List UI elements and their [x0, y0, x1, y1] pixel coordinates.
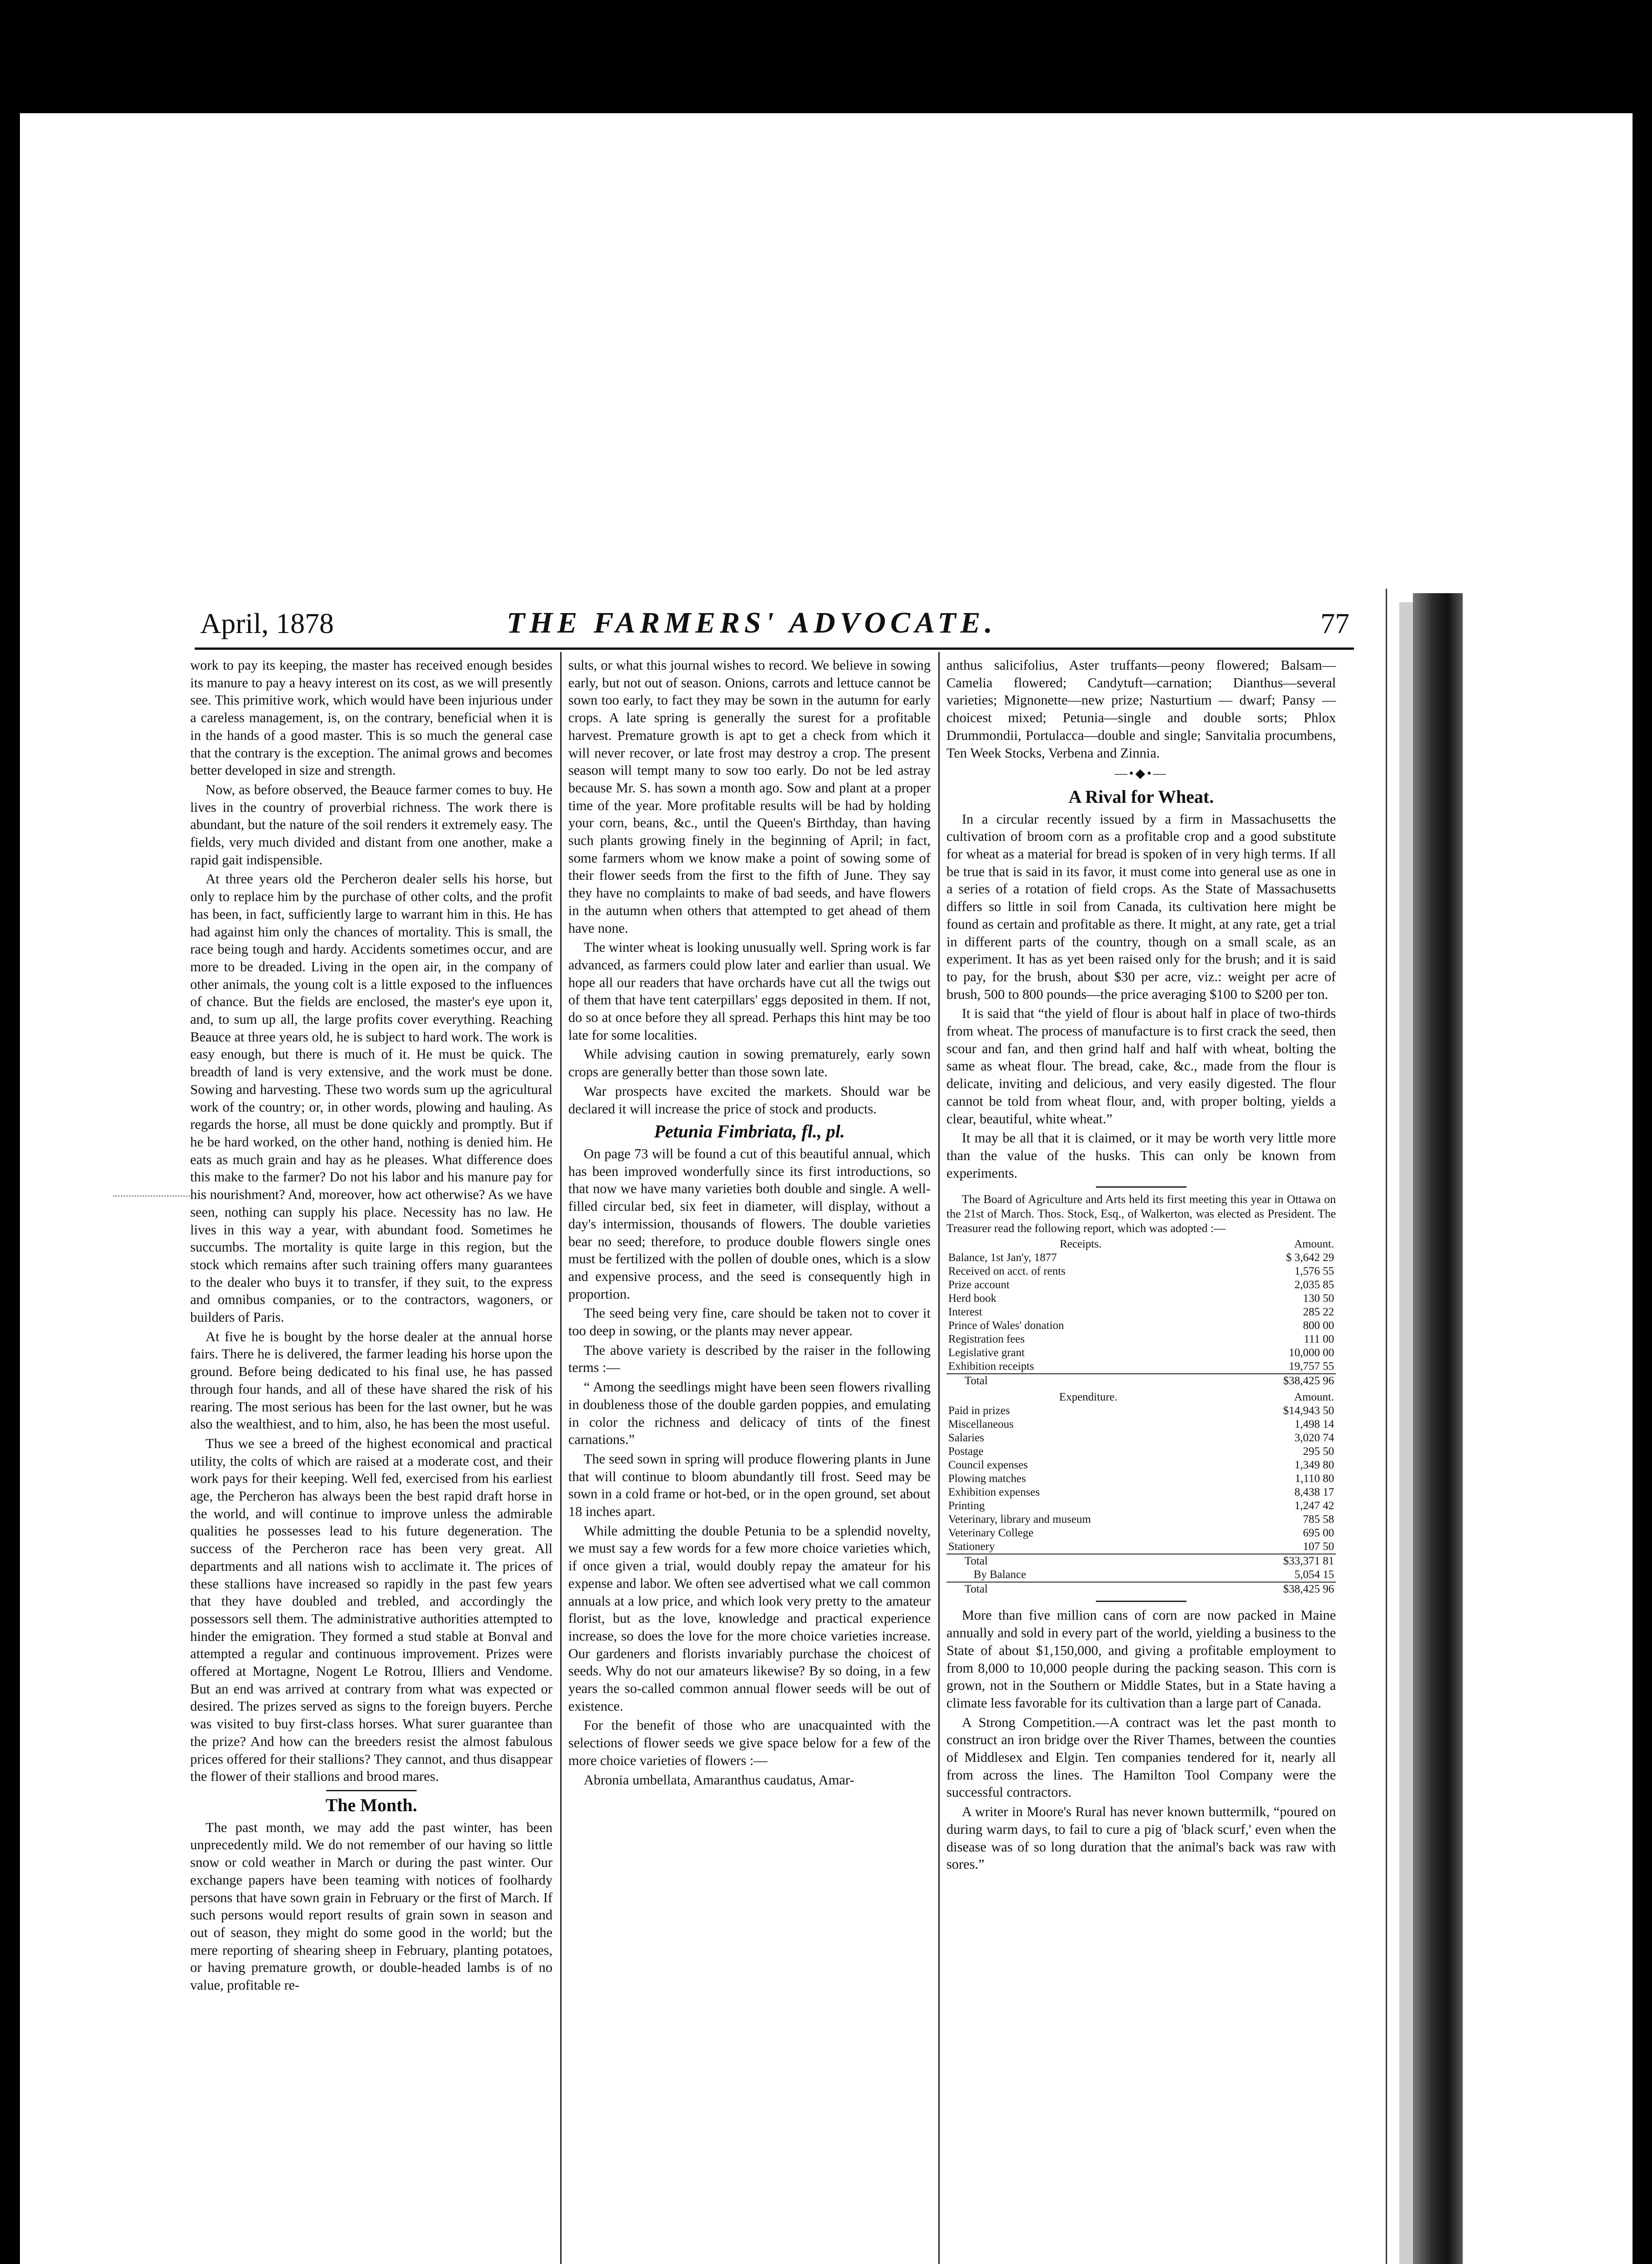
row-amount: 1,576 55 — [1294, 1265, 1334, 1278]
paragraph: sults, or what this journal wishes to record. We believe in sowing early, but not out of season. Onions, carrots and lettuce cannot be sown too early, to fact they may be sown in the autumn for early crops. A late spring is generally the surest for a profitable harvest. Premature growth is apt to get a check from which it will never recover, or late frost may destroy a crop. The present season will tempt many to sow too early. Do not be led astray because Mr. S. has sown a month ago. Sow and plant at a proper time of the year. More profitable results will be had by holding your corn, beans, &c., until the Queen's Birthday, than having such plants growing finely in the beginning of April; in fact, some farmers whom we know make a point of sowing some of their flower seeds from the first to the fifth of June. They say they have no complaints to make of bad seeds, and have flowers in the autumn when others that attempted to get ahead of them have none. — [568, 657, 931, 936]
paragraph: It is said that “the yield of flour is about half in place of two-thirds from wheat. The process of manufacture is to first crack the seed, then scour and fan, and then grind half and half with wheat, bolting the same as wheat flour. The bread, cake, &c., made from the flour is delicate, inviting and delicious, and very easily digested. The flour cannot be told from wheat flour, and, with proper bolting, yields a clear, beautiful, white wheat.” — [946, 1006, 1336, 1127]
film-border-right — [1633, 0, 1652, 2264]
section-heading: Petunia Fimbriata, fl., pl. — [654, 1121, 845, 1142]
row-amount: 1,349 80 — [1294, 1459, 1334, 1472]
table-heading: Amount. — [1294, 1238, 1334, 1251]
paragraph: While admitting the double Petunia to be a splendid novelty, we must say a few words for a few more choice varieties which, if once given a trial, would doubly repay the amateur for his expense and labor. We often see advertised what we call common annuals at a low price, and which look very pretty to the amateur florist, but as the love, knowledge and practical experience increase, so does the love for the more choice varieties increase. Our gardeners and florists invariably purchase the choicest of seeds. Why do not our amateurs likewise? By so doing, in a few years the so-called common annual flower seeds will be out of existence. — [568, 1523, 931, 1714]
row-label: Herd book — [948, 1292, 997, 1305]
row-label: Prince of Wales' donation — [948, 1319, 1064, 1332]
binding-shadow — [1399, 602, 1413, 2264]
table-heading: Expenditure. — [1059, 1391, 1118, 1404]
row-amount: 785 58 — [1303, 1513, 1334, 1526]
newspaper-page — [190, 602, 1377, 2264]
table-row — [946, 1292, 1336, 1305]
column-divider — [560, 652, 562, 2264]
row-label: Received on acct. of rents — [948, 1265, 1066, 1278]
column-2 — [568, 657, 931, 1790]
table-row — [946, 1319, 1336, 1333]
page-header — [190, 602, 1377, 652]
table-row — [946, 1499, 1336, 1513]
paragraph: A writer in Moore's Rural has never known buttermilk, “poured on during warm days, to fail to cure a pig of 'black scurf,' even when the disease was of so long duration that the animal's back was raw with sores.” — [946, 1804, 1336, 1872]
row-amount: 3,020 74 — [1294, 1432, 1334, 1444]
paragraph: The seed being very fine, care should be taken not to cover it too deep in sowing, or the plants may never appear. — [568, 1305, 931, 1339]
table-row — [946, 1265, 1336, 1278]
row-amount: 130 50 — [1303, 1292, 1334, 1305]
row-label: Salaries — [948, 1432, 984, 1444]
balance-label: By Balance — [974, 1568, 1026, 1581]
header-rule — [195, 648, 1354, 650]
table-heading: Receipts. — [1060, 1238, 1102, 1251]
table-row — [946, 1418, 1336, 1431]
page-number: 77 — [1321, 607, 1349, 639]
paragraph: A Strong Competition.—A contract was let the past month to construct an iron bridge over the River Thames, between the counties of Middlesex and Elgin. Ten companies tendered for it, nearly all from across the lines. The Hamilton Tool Company were the successful contractors. — [946, 1714, 1336, 1800]
row-amount: 285 22 — [1303, 1306, 1334, 1319]
row-amount: 1,498 14 — [1294, 1418, 1334, 1431]
section-rule — [1096, 1601, 1186, 1602]
total-label: Total — [946, 1554, 1230, 1568]
paragraph: Abronia umbellata, Amaranthus caudatus, Amar- — [584, 1772, 855, 1788]
table-row — [946, 1445, 1336, 1458]
issue-date: April, 1878 — [200, 607, 334, 639]
row-label: Plowing matches — [948, 1473, 1026, 1485]
paragraph: work to pay its keeping, the master has received enough besides its manure to pay a heavy interest on its cost, as we will presently see. This primitive work, which would have been injurious under a careless management, is, on the contrary, beneficial when it is in the hands of a good master. This is so much the general case that the contrary is the exception. The animal grows and becomes better developed in size and strength. — [190, 657, 552, 778]
row-label: Veterinary College — [948, 1527, 1034, 1540]
table-row — [946, 1278, 1336, 1292]
row-amount: $14,943 50 — [1283, 1405, 1334, 1417]
row-label: Balance, 1st Jan'y, 1877 — [948, 1252, 1057, 1264]
table-row — [946, 1513, 1336, 1526]
total-label: Total — [946, 1374, 1215, 1388]
paragraph: Now, as before observed, the Beauce farmer comes to buy. He lives in the country of proverbial richness. The work there is abundant, but the nature of the soil renders it extremely easy. The fields, very much divided and distant from one another, make a rapid gait indispensible. — [190, 782, 552, 868]
row-label: Postage — [948, 1445, 984, 1458]
row-label: Council expenses — [948, 1459, 1028, 1472]
table-row — [946, 1346, 1336, 1360]
table-row — [946, 1526, 1336, 1540]
paragraph: anthus salicifolius, Aster truffants—peony flowered; Balsam—Camelia flowered; Candytuft—carnation; Dianthus—several varieties; Mignonette—new prize; Nasturtium — dwarf; Pansy — choicest mixed; Petunia—single and double sorts; Phlox Drummondii, Portulacca—double and single; Sanvitalia procumbens, Ten Week Stocks, Verbena and Zinnia. — [946, 657, 1336, 761]
row-amount: 1,110 80 — [1295, 1473, 1334, 1485]
sheet-edge — [1386, 589, 1387, 2264]
film-border-top — [0, 0, 1652, 113]
film-border-left — [0, 0, 20, 2264]
section-heading: The Month. — [325, 1795, 418, 1815]
paragraph: At five he is bought by the horse dealer at the annual horse fairs. There he is delivered, the farmer leading his horse upon the ground. Before being dedicated to his final use, he has passed through four hands, and all of these have shared the risk of his rearing. The most serious has been for the last owner, but he was also the wealthiest, and to him, also, he has been the most useful. — [190, 1329, 552, 1432]
paragraph: It may be all that it is claimed, or it may be worth very little more than the value of the husks. This can only be known from experiments. — [946, 1130, 1336, 1181]
section-heading: A Rival for Wheat. — [1068, 786, 1214, 807]
quotation: “ Among the seedlings might have been seen flowers rivalling in doubleness those of the double garden poppies, and emulating in color the richness and delicacy of tints of the finest carnations.” — [568, 1379, 931, 1448]
row-label: Miscellaneous — [948, 1418, 1014, 1431]
paragraph: The above variety is described by the raiser in the following terms :— — [568, 1342, 931, 1376]
paragraph: The seed sown in spring will produce flowering plants in June that will continue to bloom abundantly till frost. Seed may be sown in a cold frame or hot-bed, or in the open ground, set about 18 inches apart. — [568, 1451, 931, 1520]
ornament-divider: —•◆•— — [1114, 767, 1168, 781]
total-value: $38,425 96 — [1215, 1374, 1336, 1388]
section-rule — [326, 1790, 417, 1791]
paragraph: More than five million cans of corn are now packed in Maine annually and sold in every part of the world, yielding a business to the State of about $1,150,000, and giving a profitable employment to from 8,000 to 10,000 people during the packing season. This corn is grown, not in the Southern or Middle States, but in a State having a climate less favorable for its cultivation than a large part of Canada. — [946, 1607, 1336, 1711]
row-amount: 8,438 17 — [1294, 1486, 1334, 1499]
table-row — [946, 1333, 1336, 1346]
table-row — [946, 1472, 1336, 1486]
total-value: $33,371 81 — [1230, 1554, 1336, 1568]
paragraph: The winter wheat is looking unusually well. Spring work is far advanced, as farmers could plow later and earlier than usual. We hope all our readers that have orchards have cut all the twigs out of them that have tent caterpillars' eggs deposited in them. If not, do so at once before they all spread. Perhaps this hint may be too late for some localities. — [568, 940, 931, 1043]
grand-total-label: Total — [946, 1582, 1230, 1596]
table-row — [946, 1431, 1336, 1445]
margin-dots — [113, 1195, 190, 1198]
row-amount: 107 50 — [1303, 1540, 1334, 1553]
row-amount: 19,757 55 — [1289, 1360, 1334, 1373]
row-label: Stationery — [948, 1540, 995, 1553]
column-3 — [946, 657, 1336, 1875]
row-label: Legislative grant — [948, 1347, 1025, 1359]
row-label: Registration fees — [948, 1333, 1025, 1346]
expenditure-table — [946, 1391, 1336, 1596]
paragraph: The past month, we may add the past winter, has been unprecedently mild. We do not remember of our having so little snow or cold weather in March or during the past winter. Our exchange papers have been teaming with notices of foolhardy persons that have sown grain in February or the first of March. If such persons would report results of grain sown in season and out of season, they might do some good in the world; but the mere reporting of shearing sheep in February, planting potatoes, or having premature growth, or double-headed lambs is of no value, profitable re- — [190, 1819, 552, 1993]
table-heading: Amount. — [1294, 1391, 1334, 1404]
row-amount: 111 00 — [1304, 1333, 1334, 1346]
paragraph: While advising caution in sowing prematurely, early sown crops are generally better than those sown late. — [568, 1046, 931, 1080]
row-amount: 295 50 — [1303, 1445, 1334, 1458]
row-amount: 1,247 42 — [1294, 1500, 1334, 1512]
row-amount: 800 00 — [1303, 1319, 1334, 1332]
masthead-title: THE FARMERS' ADVOCATE. — [506, 606, 997, 639]
paragraph: In a circular recently issued by a firm in Massachusetts the cultivation of broom corn as a profitable crop and a good substitute for wheat as a material for bread is spoken of in very high terms. If all be true that is said in its favor, it must come into general use as one in a series of a rotation of field crops. As the State of Massachusetts differs so little in soil from Canada, its cultivation here might be found as certain and profitable as there. It might, at any rate, get a trial in different parts of the country, though on a small scale, as an experiment. It has as yet been raised only for the brush; and it is said to pay, for the brush, about $30 per acre, viz.: weight per acre of brush, 500 to 800 pounds—the price averaging $100 to $200 per ton. — [946, 811, 1336, 1002]
grand-total-value: $38,425 96 — [1230, 1582, 1336, 1596]
table-row — [946, 1486, 1336, 1499]
table-row — [946, 1404, 1336, 1418]
receipts-table — [946, 1238, 1336, 1388]
row-amount: 695 00 — [1303, 1527, 1334, 1540]
row-amount: 10,000 00 — [1289, 1347, 1334, 1359]
row-label: Interest — [948, 1306, 982, 1319]
table-row — [946, 1458, 1336, 1472]
table-row — [946, 1360, 1336, 1374]
paragraph: At three years old the Percheron dealer sells his horse, but only to replace him by the purchase of other colts, and the profit has been, in fact, sufficiently large to warrant him in this. He has had against him only the chances of mortality. This is small, the race being tough and hardy. Accidents sometimes occur, and are more to be dreaded. Living in the open air, in the company of other animals, the young colt is a little exposed to the influences of chance. But the fields are enclosed, the master's eye upon it, and, to sum up all, the large profits cover everything. Reaching Beauce at three years old, he is subject to hard work. The work is easy enough, but there is much of it. He must be quick. The breadth of land is very extensive, and the work must be done. Sowing and harvesting. These two words sum up the agricultural work of the country; or, in other words, plowing and hauling. As regards the horse, all must be done quickly and promptly. But if he be hard worked, on the other hand, nothing is denied him. He eats as much grain and hay as he pleases. What difference does this make to the farmer? Do not his labor and his manure pay for his nourishment? And, moreover, how act otherwise? As we have seen, nothing can supply his place. Necessity has no law. He lives in this way a year, with abundant food. Sometimes he succumbs. The mortality is quite large in this region, but the stock which remains after such training offers many guarantees to the dealer who buys it to transfer, if they suit, to the express and omnibus companies, or to the contractors, wagoners, or builders of Paris. — [190, 871, 552, 1325]
paragraph: Thus we see a breed of the highest economical and practical utility, the colts of which are raised at a moderate cost, and their work pays for their keeping. Well fed, exercised from his earliest age, the Percheron has always been the best rapid draft horse in the world, and will continue to improve unless the admirable qualities he possesses lead to his future degeneration. The success of the Percheron race has been very great. All departments and all nations wish to acclimate it. The prices of these stallions have increased so rapidly in the past few years that they have doubled and trebled, and accordingly the possessors sell them. The administrative authorities attempted to hinder the emigration. They formed a stud stable at Bonval and attempted a regular and continuous improvement. Prizes were offered at Mortagne, Nogent Le Rotrou, Illiers and Vendome. But an end was arrived at contrary from what was expected or desired. The prizes served as signs to the foreign buyers. Perche was visited to buy first-class horses. What surer guarantee than the prize? And how can the breeders resist the almost fabulous prices offered for their stallions? They cannot, and thus disappear the flower of their stallions and brood mares. — [190, 1435, 552, 1784]
section-rule — [1096, 1186, 1186, 1188]
column-divider — [938, 652, 940, 2264]
balance-value: 5,054 15 — [1294, 1568, 1334, 1581]
row-label: Prize account — [948, 1279, 1010, 1291]
table-row — [946, 1540, 1336, 1554]
row-label: Exhibition receipts — [948, 1360, 1034, 1373]
paragraph: The Board of Agriculture and Arts held its first meeting this year in Ottawa on the 21st of March. Thos. Stock, Esq., of Walkerton, was elected as President. The Treasurer read the following report, which was adopted :— — [946, 1193, 1336, 1235]
paragraph: War prospects have excited the markets. Should war be declared it will increase the price of stock and products. — [568, 1083, 931, 1117]
row-label: Exhibition expenses — [948, 1486, 1040, 1499]
table-row — [946, 1251, 1336, 1265]
row-label: Veterinary, library and museum — [948, 1513, 1091, 1526]
row-amount: 2,035 85 — [1294, 1279, 1334, 1291]
book-binding — [1413, 593, 1463, 2264]
row-label: Paid in prizes — [948, 1405, 1010, 1417]
paragraph: For the benefit of those who are unacquainted with the selections of flower seeds we give space below for a few of the more choice varieties of flowers :— — [568, 1717, 931, 1768]
column-1 — [190, 657, 552, 1996]
paragraph: On page 73 will be found a cut of this beautiful annual, which has been improved wonderfully since its first introductions, so that now we have many varieties both double and single. A well-filled circular bed, six feet in diameter, will display, without a day's intermission, thousands of flowers. The double varieties bear no seed; therefore, to produce double flowers single ones must be fertilized with the pollen of double ones, which is a slow and expensive process, and the seed is consequently high in proportion. — [568, 1146, 931, 1302]
row-amount: $ 3,642 29 — [1286, 1252, 1334, 1264]
row-label: Printing — [948, 1500, 985, 1512]
table-row — [946, 1305, 1336, 1319]
